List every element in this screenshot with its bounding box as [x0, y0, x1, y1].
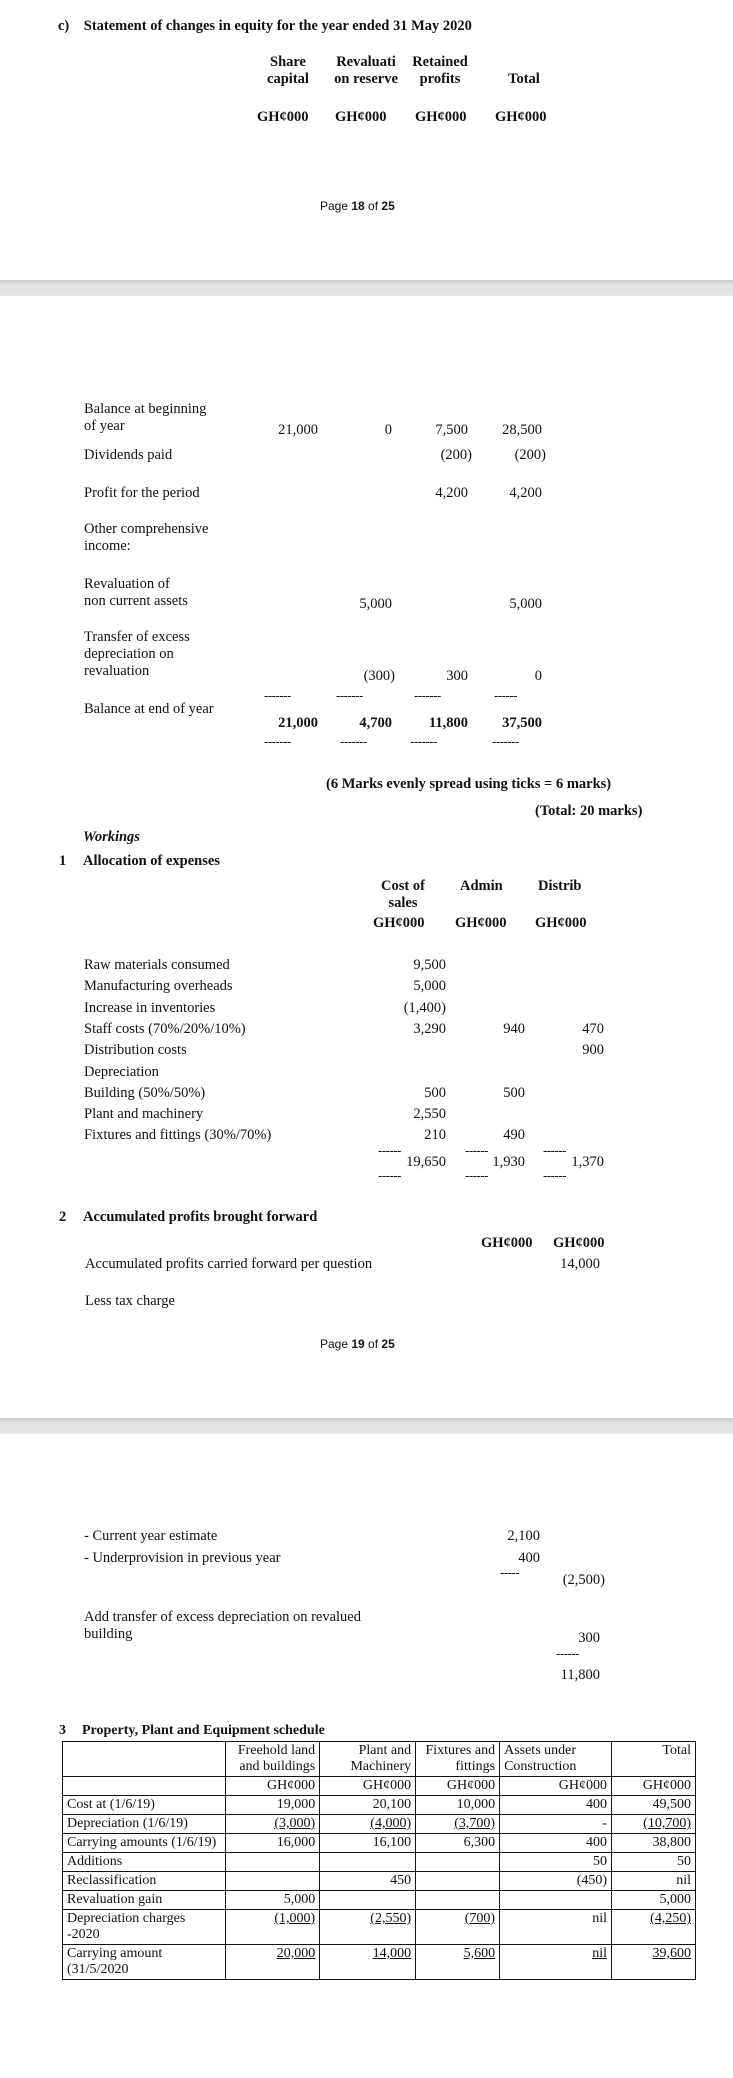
- ppe-value: 14,000: [372, 1946, 412, 1961]
- ppe-header-cell: [63, 1742, 226, 1777]
- ppe-value: 400: [586, 1797, 608, 1812]
- ppe-row: [63, 1834, 696, 1853]
- ppe-cell: [225, 1910, 320, 1945]
- label-line: of year: [84, 418, 125, 434]
- ppe-header-row: [63, 1742, 696, 1777]
- w2-row-label: Less tax charge: [85, 1293, 175, 1309]
- ppe-cell: [612, 1891, 696, 1910]
- dash-rule: -------: [340, 734, 367, 749]
- workings-title: Workings: [83, 829, 140, 845]
- ppe-value: (4,000): [370, 1816, 412, 1831]
- sce-value: 5,000: [359, 596, 392, 612]
- w2-value: 2,100: [507, 1528, 540, 1544]
- ppe-cell: [225, 1872, 320, 1891]
- dash-rule: ------: [465, 1143, 488, 1158]
- sce-heading: c) Statement of changes in equity for the year ended 31 May 2020: [58, 18, 472, 34]
- page-footer-19: [320, 1337, 395, 1351]
- page-footer-18: [320, 199, 395, 213]
- ppe-cell: [612, 1815, 696, 1834]
- page-prefix: Page: [320, 199, 352, 213]
- ppe-value: (2,550): [370, 1911, 412, 1926]
- header-line: Revaluati: [336, 54, 396, 70]
- page-break: [0, 1418, 733, 1434]
- w1-value: 2,550: [413, 1106, 446, 1122]
- currency-label: GH¢000: [455, 915, 507, 931]
- sce-value: 28,500: [502, 422, 542, 438]
- sce-value: 21,000: [278, 422, 318, 438]
- ppe-header-cell: Assets under Construction: [500, 1742, 612, 1777]
- w1-header-cost-of-sales: [370, 878, 436, 912]
- ppe-value: 50: [677, 1854, 691, 1869]
- ppe-row-label: Reclassification: [63, 1872, 226, 1891]
- ppe-cell: [612, 1796, 696, 1815]
- header-line: [494, 54, 554, 71]
- ppe-cell: [320, 1815, 416, 1834]
- ppe-cell: [320, 1853, 416, 1872]
- currency-label: GH¢000: [373, 915, 425, 931]
- w1-row-label: Staff costs (70%/20%/10%): [84, 1021, 246, 1037]
- ppe-cell: [416, 1891, 500, 1910]
- label-line: Revaluation of: [84, 576, 170, 592]
- w2-value: 300: [578, 1630, 600, 1646]
- sce-total: 37,500: [502, 715, 542, 731]
- ppe-cell: [612, 1834, 696, 1853]
- w1-title: Allocation of expenses: [83, 853, 220, 869]
- ppe-value: 5,000: [659, 1892, 691, 1907]
- page-total: 25: [381, 199, 395, 213]
- ppe-header-cell: Freehold land and buildings: [225, 1742, 320, 1777]
- header-line: profits: [419, 71, 461, 87]
- currency-label: GH¢000: [535, 915, 587, 931]
- w1-total: 19,650: [406, 1154, 446, 1170]
- page-prefix: Page: [320, 1337, 352, 1351]
- ppe-cell: [500, 1815, 612, 1834]
- dash-rule: ------: [543, 1143, 566, 1158]
- w1-value: 490: [503, 1127, 525, 1143]
- marks-note: (6 Marks evenly spread using ticks = 6 marks): [326, 776, 612, 792]
- w2-value: (2,500): [562, 1572, 605, 1588]
- header-line: Total: [508, 71, 540, 87]
- ppe-currency-cell: GH¢000: [500, 1777, 612, 1796]
- ppe-currency-cell: GH¢000: [225, 1777, 320, 1796]
- w2-row-label: [84, 1609, 361, 1643]
- w1-row-label: Depreciation: [84, 1064, 159, 1080]
- sce-row-label: [84, 401, 206, 435]
- w2-number: 2: [59, 1209, 67, 1225]
- ppe-value: 400: [586, 1835, 608, 1850]
- dash-rule: -------: [264, 734, 291, 749]
- header-share-capital: [258, 54, 318, 88]
- w1-value: 500: [424, 1085, 446, 1101]
- w2-row-label: Accumulated profits carried forward per question: [85, 1256, 373, 1272]
- ppe-cell: [320, 1891, 416, 1910]
- label-line: income:: [84, 538, 131, 554]
- currency-label: GH¢000: [335, 109, 387, 125]
- ppe-row: [63, 1815, 696, 1834]
- ppe-cell: [225, 1834, 320, 1853]
- sce-value: 300: [446, 668, 468, 684]
- label-line: depreciation on: [84, 646, 174, 662]
- label-line: revaluation: [84, 663, 150, 679]
- ppe-cell: [500, 1796, 612, 1815]
- sce-row-label: [84, 576, 188, 610]
- ppe-cell: [416, 1910, 500, 1945]
- ppe-row: [63, 1945, 696, 1980]
- dash-rule: -------: [264, 688, 291, 703]
- sce-row-label: [84, 629, 190, 680]
- ppe-value: 16,100: [372, 1835, 412, 1850]
- dash-rule: -------: [410, 734, 437, 749]
- currency-label: GH¢000: [481, 1235, 533, 1251]
- label-line: building: [84, 1626, 133, 1642]
- sce-value: (200): [514, 447, 546, 463]
- sce-total: 21,000: [278, 715, 318, 731]
- ppe-cell: [320, 1945, 416, 1980]
- sce-value: 0: [534, 668, 542, 684]
- w1-total: 1,930: [492, 1154, 525, 1170]
- ppe-value: 49,500: [652, 1797, 691, 1812]
- w1-header-distrib: Distrib: [538, 878, 582, 894]
- ppe-currency-cell: GH¢000: [612, 1777, 696, 1796]
- ppe-header-cell: Fixtures and fittings: [416, 1742, 500, 1777]
- w1-value: 900: [582, 1042, 604, 1058]
- ppe-value: 20,000: [276, 1946, 316, 1961]
- dash-rule: -------: [414, 688, 441, 703]
- ppe-cell: [416, 1796, 500, 1815]
- header-line: Share: [270, 54, 306, 70]
- ppe-cell: [225, 1891, 320, 1910]
- w2-row-label: - Underprovision in previous year: [84, 1550, 281, 1566]
- ppe-cell: [225, 1796, 320, 1815]
- ppe-header-cell: Plant and Machinery: [320, 1742, 416, 1777]
- ppe-value: 20,100: [372, 1797, 412, 1812]
- ppe-row-label: Carrying amounts (1/6/19): [63, 1834, 226, 1853]
- page-number: 19: [351, 1337, 365, 1351]
- total-marks-note: (Total: 20 marks): [535, 803, 643, 819]
- header-revaluation-reserve: [327, 54, 405, 88]
- ppe-currency-cell: [63, 1777, 226, 1796]
- ppe-row: [63, 1853, 696, 1872]
- ppe-value: 50: [593, 1854, 608, 1869]
- ppe-value: 5,600: [463, 1946, 496, 1961]
- ppe-cell: [612, 1853, 696, 1872]
- ppe-value: 5,000: [283, 1892, 316, 1907]
- w1-total: 1,370: [571, 1154, 604, 1170]
- sce-value: (200): [440, 447, 472, 463]
- w1-number: 1: [59, 853, 67, 869]
- w1-value: 500: [503, 1085, 525, 1101]
- w1-row-label: Distribution costs: [84, 1042, 187, 1058]
- sce-total: 11,800: [428, 715, 468, 731]
- ppe-cell: [416, 1945, 500, 1980]
- ppe-cell: [416, 1834, 500, 1853]
- dash-rule: ------: [494, 688, 517, 703]
- sce-value: 4,200: [435, 485, 468, 501]
- ppe-cell: [612, 1910, 696, 1945]
- ppe-cell: [320, 1910, 416, 1945]
- ppe-cell: [225, 1945, 320, 1980]
- sce-value: 5,000: [509, 596, 542, 612]
- ppe-row: [63, 1872, 696, 1891]
- w2-value: 14,000: [560, 1256, 600, 1272]
- page-of: of: [364, 1337, 382, 1351]
- ppe-value: 450: [390, 1873, 412, 1888]
- label-line: Balance at beginning: [84, 401, 207, 417]
- ppe-value: (10,700): [643, 1816, 691, 1831]
- ppe-cell: [416, 1853, 500, 1872]
- ppe-value: 38,800: [652, 1835, 691, 1850]
- ppe-cell: [225, 1815, 320, 1834]
- w1-value: 9,500: [413, 957, 446, 973]
- currency-label: GH¢000: [553, 1235, 605, 1251]
- label-line: Other comprehensive: [84, 521, 209, 537]
- header-line: Cost of: [381, 878, 425, 894]
- sce-row-label: Balance at end of year: [84, 701, 214, 717]
- label-line: Add transfer of excess depreciation on revalued: [84, 1609, 361, 1625]
- label-line: Transfer of excess: [84, 629, 190, 645]
- ppe-value: 19,000: [276, 1797, 316, 1812]
- ppe-value: (700): [464, 1911, 496, 1926]
- w1-value: 210: [424, 1127, 446, 1143]
- ppe-header-cell: Total: [612, 1742, 696, 1777]
- ppe-value: (450): [576, 1873, 608, 1888]
- header-line: on reserve: [334, 71, 398, 87]
- sce-value: (300): [363, 668, 395, 684]
- ppe-cell: [320, 1796, 416, 1815]
- ppe-cell: [416, 1872, 500, 1891]
- header-line: sales: [388, 895, 418, 911]
- sce-total: 4,700: [359, 715, 392, 731]
- ppe-value: (3,000): [274, 1816, 316, 1831]
- ppe-cell: [500, 1834, 612, 1853]
- ppe-value: nil: [676, 1873, 691, 1888]
- w1-value: 470: [582, 1021, 604, 1037]
- ppe-value: (3,700): [454, 1816, 496, 1831]
- sce-value: 7,500: [435, 422, 468, 438]
- dash-rule: ------: [465, 1168, 488, 1183]
- ppe-value: 6,300: [463, 1835, 496, 1850]
- dash-rule: ------: [543, 1168, 566, 1183]
- dash-rule: ------: [378, 1168, 401, 1183]
- ppe-row-label: Revaluation gain: [63, 1891, 226, 1910]
- ppe-row-label: Carrying amount (31/5/2020: [63, 1945, 226, 1980]
- ppe-schedule-table: [62, 1741, 696, 1980]
- sce-row-label: Dividends paid: [84, 447, 173, 463]
- page-total: 25: [381, 1337, 395, 1351]
- currency-label: GH¢000: [495, 109, 547, 125]
- w1-row-label: Building (50%/50%): [84, 1085, 206, 1101]
- ppe-value: -: [602, 1816, 608, 1831]
- ppe-cell: [320, 1872, 416, 1891]
- page-break: [0, 280, 733, 296]
- ppe-cell: [320, 1834, 416, 1853]
- dash-rule: -----: [500, 1565, 520, 1580]
- w2-row-label: - Current year estimate: [84, 1528, 218, 1544]
- w1-value: 5,000: [413, 978, 446, 994]
- ppe-row: [63, 1796, 696, 1815]
- ppe-row: [63, 1910, 696, 1945]
- ppe-cell: [500, 1945, 612, 1980]
- ppe-currency-cell: GH¢000: [320, 1777, 416, 1796]
- ppe-cell: [500, 1853, 612, 1872]
- header-total: [494, 54, 554, 88]
- w1-row-label: Plant and machinery: [84, 1106, 204, 1122]
- dash-rule: ------: [378, 1143, 401, 1158]
- ppe-cell: [500, 1872, 612, 1891]
- ppe-value: (4,250): [650, 1911, 691, 1926]
- w3-number: 3: [59, 1723, 66, 1738]
- dash-rule: ------: [556, 1646, 579, 1661]
- w1-row-label: Fixtures and fittings (30%/70%): [84, 1127, 272, 1143]
- w1-row-label: Manufacturing overheads: [84, 978, 233, 994]
- w1-header-admin: Admin: [460, 878, 503, 894]
- currency-label: GH¢000: [415, 109, 467, 125]
- ppe-row-label: Depreciation (1/6/19): [63, 1815, 226, 1834]
- w1-value: (1,400): [403, 1000, 446, 1016]
- ppe-cell: [612, 1872, 696, 1891]
- ppe-value: (1,000): [274, 1911, 316, 1926]
- sce-value: 0: [384, 422, 392, 438]
- ppe-row-label: Depreciation charges -2020: [63, 1910, 226, 1945]
- header-line: Retained: [412, 54, 468, 70]
- w2-value: 400: [518, 1550, 540, 1566]
- ppe-value: nil: [592, 1911, 608, 1926]
- w2-title: Accumulated profits brought forward: [83, 1209, 318, 1225]
- ppe-value: 10,000: [456, 1797, 496, 1812]
- ppe-value: nil: [592, 1946, 608, 1961]
- dash-rule: -------: [492, 734, 519, 749]
- sce-row-label: Profit for the period: [84, 485, 200, 501]
- ppe-cell: [225, 1853, 320, 1872]
- w2-total: 11,800: [560, 1667, 600, 1683]
- sce-row-label: [84, 521, 208, 555]
- label-line: non current assets: [84, 593, 188, 609]
- ppe-row-label: Cost at (1/6/19): [63, 1796, 226, 1815]
- page-of: of: [364, 199, 382, 213]
- w1-row-label: Increase in inventories: [84, 1000, 216, 1016]
- ppe-cell: [500, 1910, 612, 1945]
- w1-value: 940: [503, 1021, 525, 1037]
- ppe-currency-row: [63, 1777, 696, 1796]
- page-number: 18: [351, 199, 365, 213]
- ppe-currency-cell: GH¢000: [416, 1777, 500, 1796]
- dash-rule: -------: [336, 688, 363, 703]
- ppe-row-label: Additions: [63, 1853, 226, 1872]
- w1-row-label: Raw materials consumed: [84, 957, 230, 973]
- w3-title: Property, Plant and Equipment schedule: [82, 1723, 325, 1738]
- ppe-value: 16,000: [276, 1835, 316, 1850]
- ppe-cell: [500, 1891, 612, 1910]
- ppe-row: [63, 1891, 696, 1910]
- currency-label: GH¢000: [257, 109, 309, 125]
- ppe-cell: [612, 1945, 696, 1980]
- sce-value: 4,200: [509, 485, 542, 501]
- header-line: capital: [267, 71, 309, 87]
- w1-value: 3,290: [413, 1021, 446, 1037]
- ppe-cell: [416, 1815, 500, 1834]
- header-retained-profits: [406, 54, 474, 88]
- ppe-value: 39,600: [652, 1946, 691, 1961]
